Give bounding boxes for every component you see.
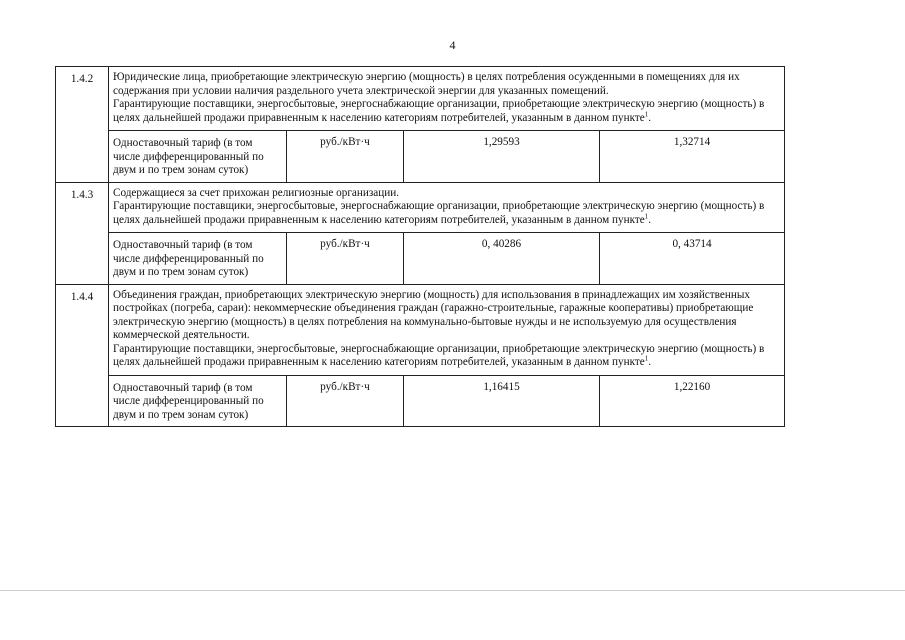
footnote-mark: 1 (644, 211, 649, 220)
description-line: Гарантирующие поставщики, энергосбытовые, энергоснабжающие организации, приобретающие электрическую энергию (мощность) в целях дальнейшей продажи приравненным к населению категориям потребителей, указанным в данном пункте$^1$. (113, 342, 765, 368)
row-number: 1.4.2 (56, 67, 109, 183)
footnote-mark: 1 (644, 354, 649, 363)
page-number: 4 (449, 38, 456, 52)
tariff-value-second-half: 0, 43714 (600, 233, 785, 285)
description-line: Гарантирующие поставщики, энергосбытовые, энергоснабжающие организации, приобретающие электрическую энергию (мощность) в целях дальнейшей продажи приравненным к населению категориям потребителей, указанным в данном пункте$^1$. (113, 200, 765, 226)
tariff-name: Одноставочный тариф (в том числе дифференцированный по двум и по трем зонам суток) (109, 131, 287, 183)
tariff-unit: руб./кВт·ч (287, 131, 404, 183)
tariff-unit: руб./кВт·ч (287, 233, 404, 285)
category-description (109, 182, 785, 233)
row-number: 1.4.4 (56, 284, 109, 427)
table-row (56, 284, 785, 375)
table-row (56, 182, 785, 233)
description-line: Юридические лица, приобретающие электрическую энергию (мощность) в целях потребления осужденными в помещениях для их содержания при условии наличия раздельного учета электрической энергии для указанных помещений. (113, 71, 740, 97)
category-description (109, 284, 785, 375)
tariff-value-second-half: 1,22160 (600, 375, 785, 427)
category-description (109, 67, 785, 131)
tariff-value-second-half: 1,32714 (600, 131, 785, 183)
table-row (56, 67, 785, 131)
tariff-unit: руб./кВт·ч (287, 375, 404, 427)
tariff-name: Одноставочный тариф (в том числе дифференцированный по двум и по трем зонам суток) (109, 233, 287, 285)
tariff-table (55, 66, 785, 427)
row-number: 1.4.3 (56, 182, 109, 284)
page-bottom-divider (0, 590, 905, 591)
tariff-value-first-half: 0, 40286 (404, 233, 600, 285)
table-row (56, 131, 785, 183)
tariff-value-first-half: 1,29593 (404, 131, 600, 183)
table-row (56, 375, 785, 427)
description-line: Гарантирующие поставщики, энергосбытовые, энергоснабжающие организации, приобретающие электрическую энергию (мощность) в целях дальнейшей продажи приравненным к населению категориям потребителей, указанным в данном пункте$^1$. (113, 98, 765, 124)
tariff-value-first-half: 1,16415 (404, 375, 600, 427)
table-row (56, 233, 785, 285)
footnote-mark: 1 (644, 109, 649, 118)
tariff-name: Одноставочный тариф (в том числе дифференцированный по двум и по трем зонам суток) (109, 375, 287, 427)
description-line: Содержащиеся за счет прихожан религиозные организации. (113, 186, 400, 199)
description-line: Объединения граждан, приобретающих электрическую энергию (мощность) для использования в принадлежащих им хозяйственных постройках (погреба, сараи): некоммерческие объединения граждан (гаражно-строительные, гаражные кооперативы) приобретающие электрическую энергию (мощность) в целях потребления на коммунально-бытовые нужды и не используемую для осуществления коммерческой деятельности. (113, 288, 754, 341)
